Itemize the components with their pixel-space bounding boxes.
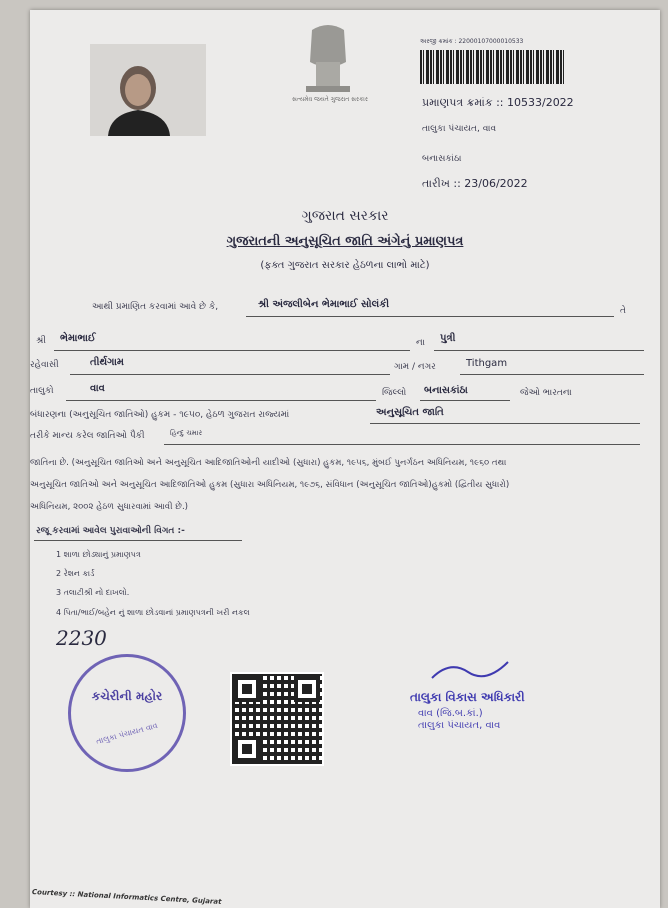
legal-para-2: અનુસૂચિત જાતિઓ અને અનુસૂચિત આદિજાતિઓ હુકમ (સુધારા અધિનિયમ, ૧૯૭૬, સંવિધાન (અનુસૂચિત જાતિઓ)હુકમો (દ્વિતીય સુધારો) xyxy=(30,480,510,490)
resident-underline xyxy=(70,374,390,375)
caste-underline xyxy=(164,444,640,445)
certificate-number: પ્રમાણપત્ર ક્રમાંક :: 10533/2022 xyxy=(422,96,574,109)
resident-label: રહેવાસી xyxy=(30,360,59,370)
signature-scribble xyxy=(430,658,510,682)
shri-label: શ્રી xyxy=(36,336,46,346)
village-underline xyxy=(460,374,644,375)
taluka-value: વાવ xyxy=(90,383,105,394)
document-item: 4 પિતા/ભાઈ/બહેન નું શાળા છોડવાનાં પ્રમાણપત્રની ખરી નકલ xyxy=(56,608,250,617)
category-underline xyxy=(370,423,640,424)
legal-para-1: જાતિના છે. (અનુસૂચિત જાતિઓ અને અનુસૂચિત આદિજાતિઓની યાદીઓ (સુધારા) હુકમ, ૧૯૫૬, મુંબઈ પુનર્ગઠન અધિનિયમ, ૧૯૬૦ તથા xyxy=(30,458,507,468)
relation-underline xyxy=(434,350,644,351)
signatory-panchayat: તાલુકા પંચાયત, વાવ xyxy=(418,720,501,731)
resident-value: તીર્થગામ xyxy=(90,357,124,368)
district-value: બનાસકાંઠા xyxy=(424,385,468,396)
intro-text: આથી પ્રમાણિત કરવામાં આવે છે કે, xyxy=(92,302,219,312)
issue-date: તારીખ :: 23/06/2022 xyxy=(422,177,528,190)
certificate-page xyxy=(30,10,660,908)
village-value: Tithgam xyxy=(466,358,508,369)
village-label: ગામ / નગર xyxy=(394,362,436,372)
issuing-office: તાલુકા પંચાયત, વાવ xyxy=(422,124,497,134)
father-name: ભેમાભાઈ xyxy=(60,333,96,344)
stamp-text: કચેરીની મહોર xyxy=(91,689,163,703)
qr-code xyxy=(230,672,324,766)
handwritten-number: 2230 xyxy=(56,626,107,650)
certificate-title: ગુજરાતની અનુસૂચિત જાતિ અંગેનું પ્રમાણપત્ર xyxy=(226,234,464,249)
documents-heading-underline xyxy=(34,540,242,541)
category-value: અનુસૂચિત જાતિ xyxy=(376,407,444,418)
legal-para-3: અધિનિયમ, ૨૦૦૨ હેઠળ સુધારવામાં આવી છે.) xyxy=(30,502,189,512)
barcode xyxy=(420,50,565,84)
issuing-district: બનાસકાંઠા xyxy=(422,154,462,164)
applicant-name: શ્રી અંજલીબેન ભેમાભાઈ સોલંકી xyxy=(258,299,390,310)
signatory-office: વાવ (જિ.બ.કાં.) xyxy=(418,708,483,719)
office-stamp xyxy=(68,654,186,772)
emblem-caption: સત્યમેવ જયતે ગુજરાત સરકાર xyxy=(292,96,368,103)
footer-courtesy: Courtesy :: National Informatics Centre, Gujarat xyxy=(31,888,222,906)
documents-heading: રજૂ કરવામાં આવેલ પુરાવાઓની વિગત :- xyxy=(36,526,185,536)
document-item: 1 શાળા છોડ્યાનું પ્રમાણપત્ર xyxy=(56,550,141,559)
district-underline xyxy=(420,400,510,401)
qr-finder xyxy=(234,736,260,762)
caste-prefix: તરીકે માન્ય કરેલ જાતિઓ પૈકી xyxy=(30,431,145,441)
document-item: 2 રેશન કાર્ડ xyxy=(56,569,95,578)
qr-finder xyxy=(294,676,320,702)
name-underline xyxy=(246,316,614,317)
taluka-label: તાલુકો xyxy=(30,386,54,396)
document-item: 3 તલાટીશ્રી નો દાખલો. xyxy=(56,588,130,597)
signatory-title: તાલુકા વિકાસ અધિકારી xyxy=(410,690,525,704)
government-title: ગુજરાત સરકાર xyxy=(301,208,389,224)
relation: પુત્રી xyxy=(440,333,456,344)
stamp-ring-text: તાલુકા પંચાયત વાવ xyxy=(95,720,159,747)
na-label: ના xyxy=(416,338,425,348)
caste-value: હિન્દુ ચમાર xyxy=(170,429,203,437)
te-text: તે xyxy=(620,306,626,316)
district-label: જિલ્લો xyxy=(382,388,407,398)
bharat-text: જેઓ ભારતના xyxy=(520,388,572,398)
applicant-photo xyxy=(90,44,206,136)
order-text: બંધારણના (અનુસૂચિત જાતિઓ) હુકમ - ૧૯૫૦, હેઠળ ગુજરાત રાજ્યમાં xyxy=(30,410,290,420)
father-underline xyxy=(54,350,410,351)
taluka-underline xyxy=(66,400,376,401)
certificate-subtitle: (ફક્ત ગુજરાત સરકાર હેઠળના લાભો માટે) xyxy=(260,260,430,271)
barcode-number: અરજી ક્રમાંક : 22000107000010533 xyxy=(420,38,524,45)
qr-finder xyxy=(234,676,260,702)
